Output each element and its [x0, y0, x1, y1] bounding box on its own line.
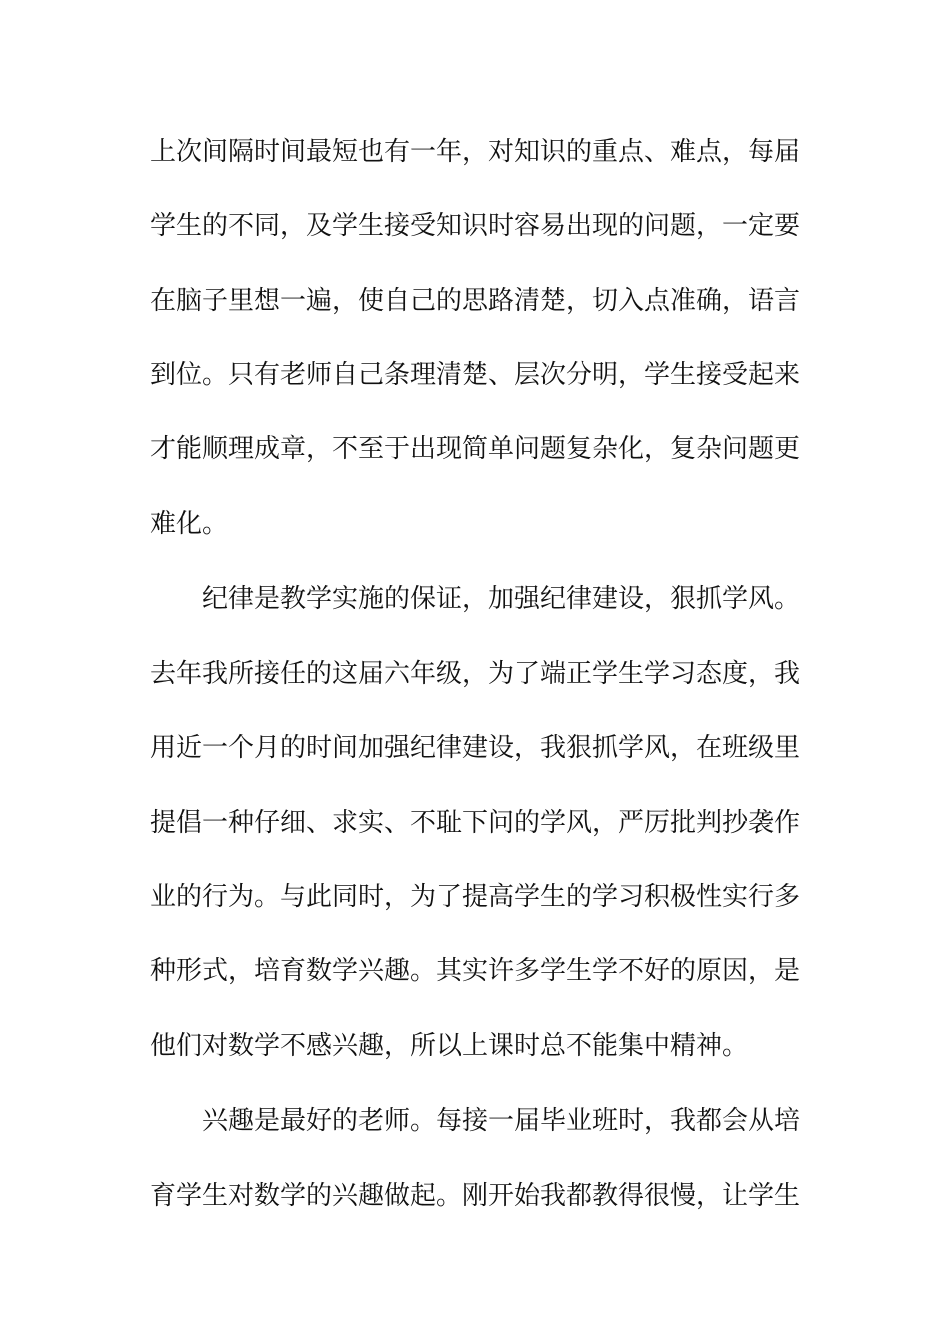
text-line: 去年我所接任的这届六年级，为了端正学生学习态度，我 — [150, 659, 801, 689]
text-line: 他们对数学不感兴趣，所以上课时总不能集中精神。 — [150, 1031, 749, 1061]
text-line: 育学生对数学的兴趣做起。刚开始我都教得很慢，让学生 — [150, 1181, 801, 1211]
text-line: 业的行为。与此同时，为了提高学生的学习积极性实行多 — [150, 882, 801, 912]
text-line: 上次间隔时间最短也有一年，对知识的重点、难点，每届 — [150, 137, 801, 167]
text-line: 提倡一种仔细、求实、不耻下问的学风，严厉批判抄袭作 — [150, 808, 801, 838]
text-line: 到位。只有老师自己条理清楚、层次分明，学生接受起来 — [150, 360, 801, 390]
text-line: 种形式，培育数学兴趣。其实许多学生学不好的原因，是 — [150, 956, 801, 986]
text-line: 难化。 — [150, 509, 229, 539]
text-line: 纪律是教学实施的保证，加强纪律建设，狠抓学风。 — [202, 584, 801, 614]
text-line: 用近一个月的时间加强纪律建设，我狠抓学风，在班级里 — [150, 733, 801, 763]
text-line: 兴趣是最好的老师。每接一届毕业班时，我都会从培 — [202, 1106, 801, 1136]
text-line: 学生的不同，及学生接受知识时容易出现的问题，一定要 — [150, 211, 801, 241]
text-line: 才能顺理成章，不至于出现简单问题复杂化，复杂问题更 — [150, 434, 801, 464]
text-line: 在脑子里想一遍，使自己的思路清楚，切入点准确，语言 — [150, 286, 801, 316]
